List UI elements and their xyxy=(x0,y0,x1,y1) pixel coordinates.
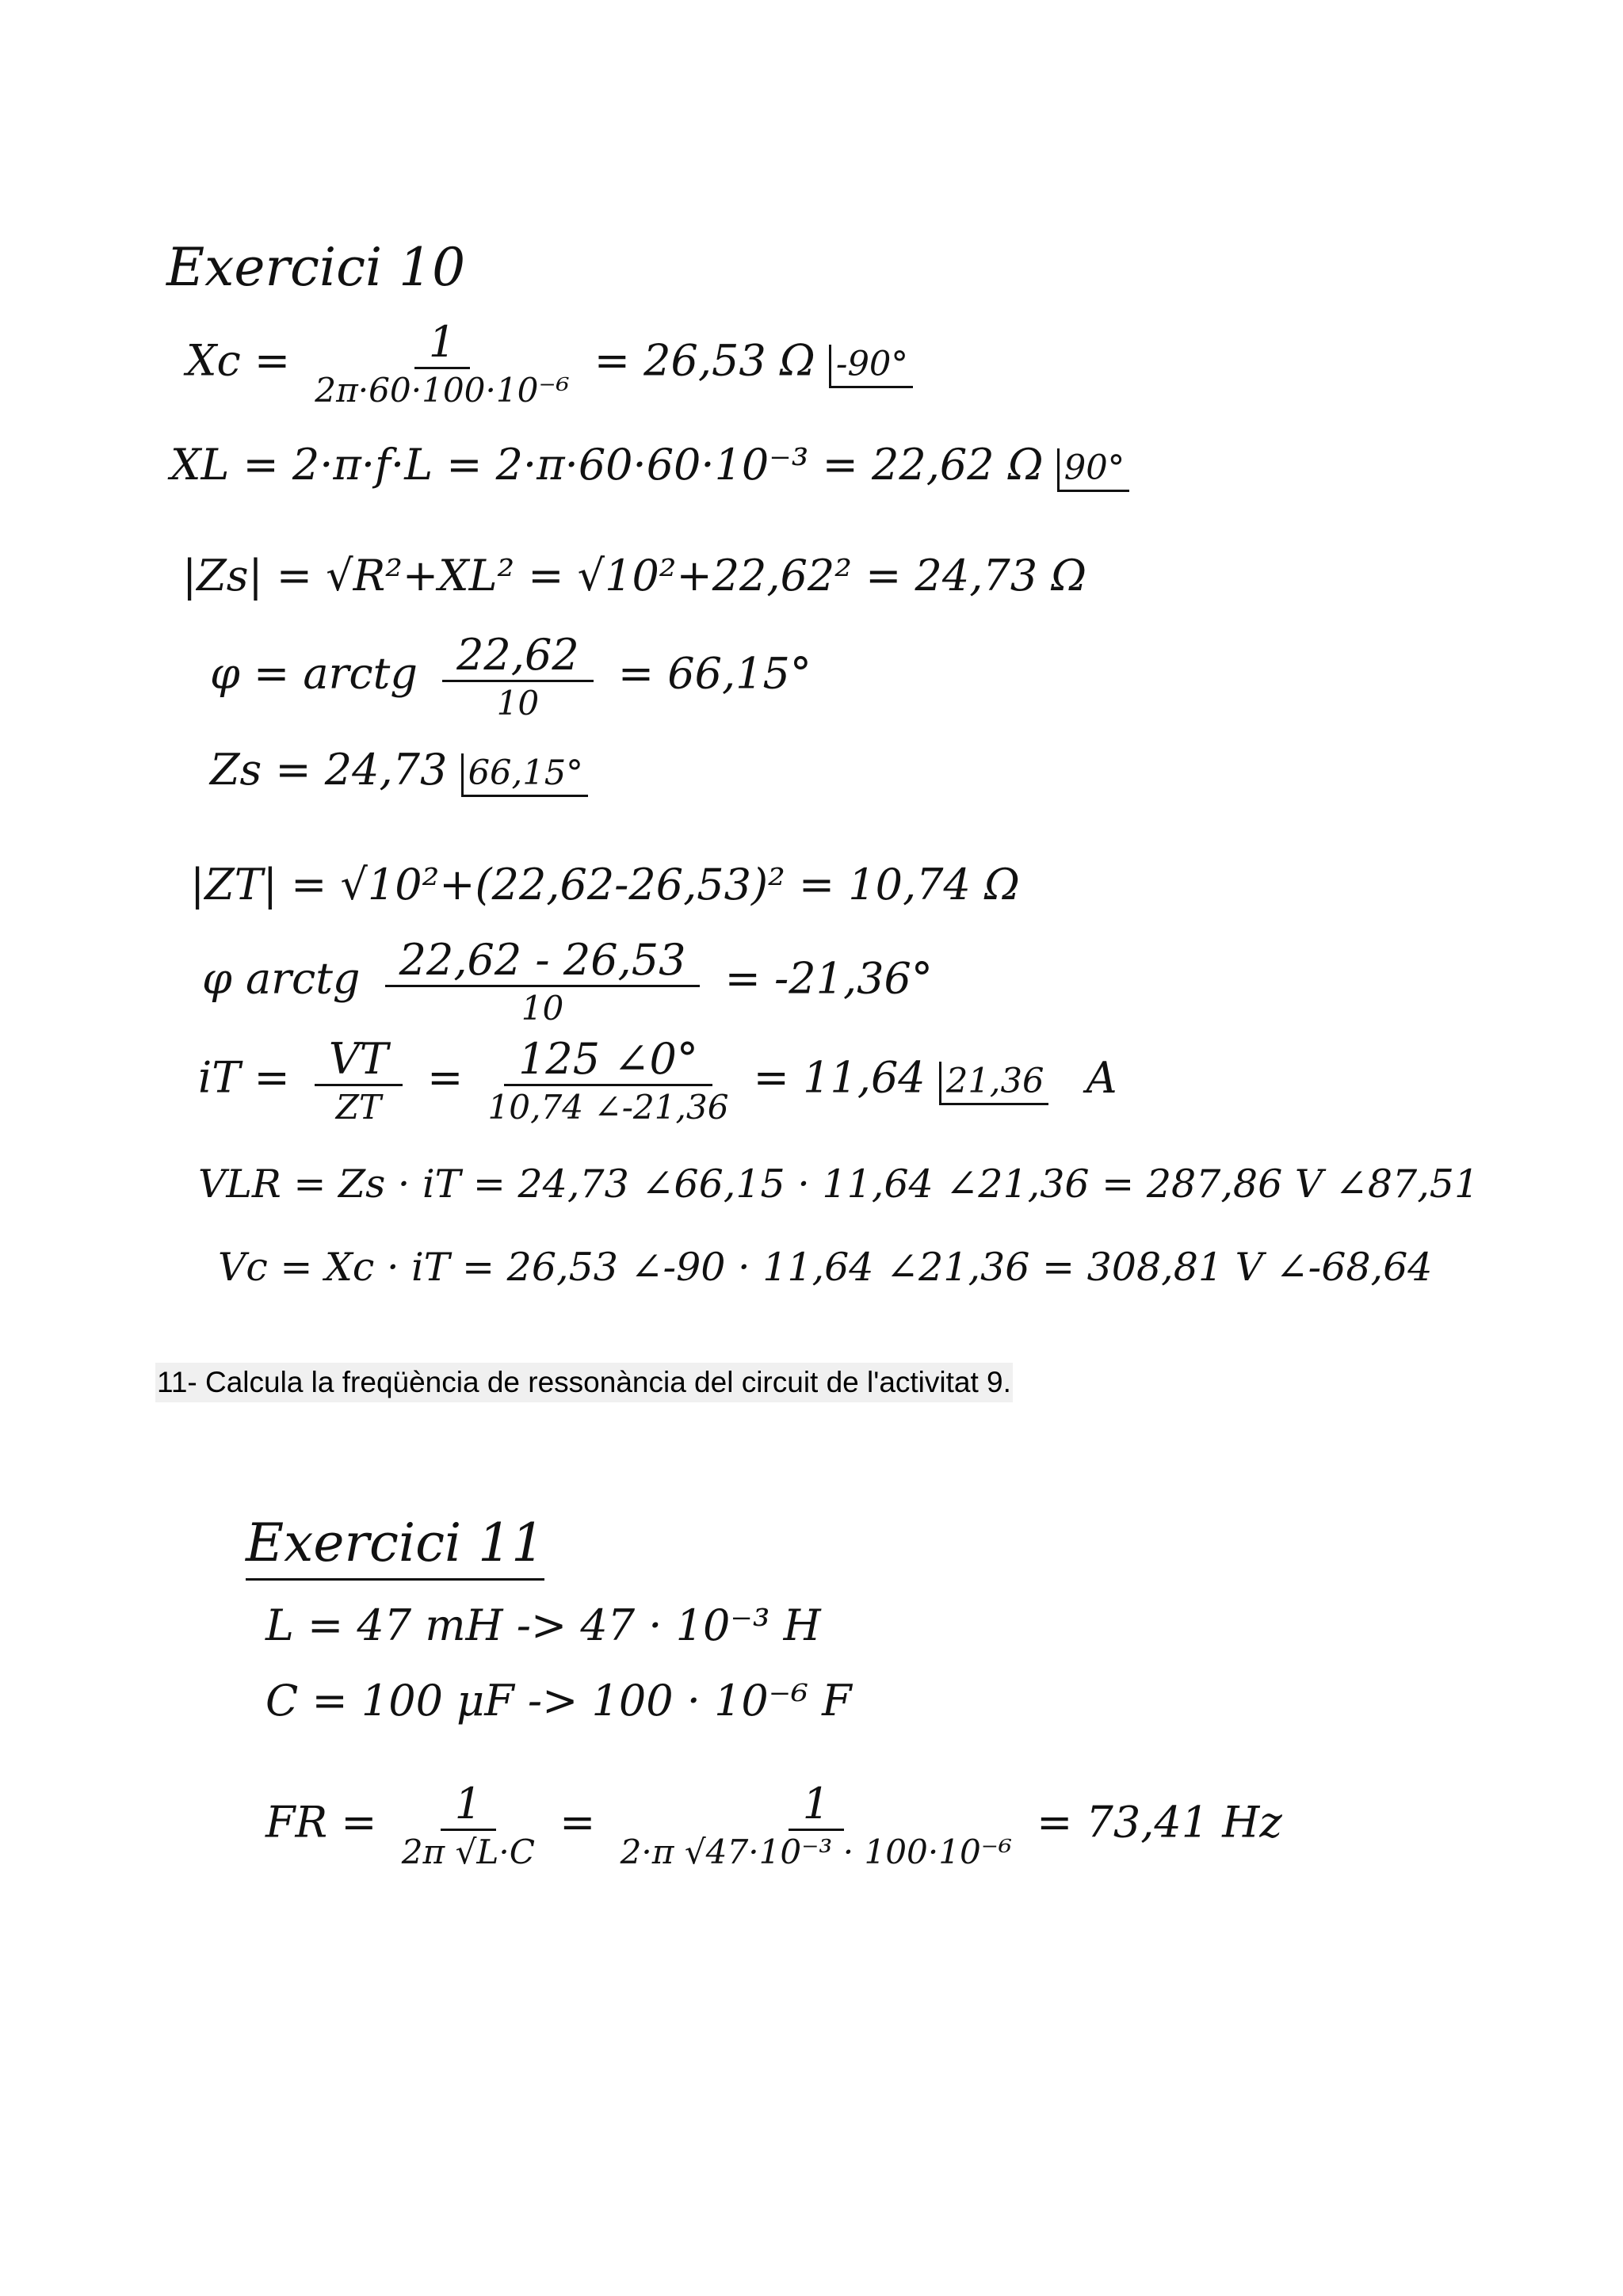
phi-equation xyxy=(210,630,812,723)
it-lhs: iT = xyxy=(198,1052,290,1103)
fr-denominator-value: 2·π √47·10⁻³ · 100·10⁻⁶ xyxy=(620,1833,1012,1871)
fr-rhs: = 73,41 Hz xyxy=(1037,1797,1282,1848)
fr-numerator-value: 1 xyxy=(789,1783,844,1831)
phi-denominator: 10 xyxy=(496,684,540,723)
phi-rhs: = 66,15° xyxy=(617,648,812,699)
xc-rhs: = 26,53 Ω xyxy=(594,335,815,386)
fr-fraction xyxy=(401,1779,535,1871)
phi2-fraction xyxy=(385,935,701,1028)
it-equation xyxy=(198,1034,1117,1127)
vc-equation: Vc = Xc · iT = 26,53 ∠-90 · 11,64 ∠21,36 = 308,81 V ∠-68,64 xyxy=(218,1245,1433,1290)
fr-fraction-values xyxy=(620,1779,1012,1871)
phi-lhs: φ = arctg xyxy=(210,648,418,699)
zs-modulus-equation: |Zs| = √R²+XL² = √10²+22,62² = 24,73 Ω xyxy=(182,551,1087,601)
phi-numerator: 22,62 xyxy=(442,634,594,682)
phi2-lhs: φ arctg xyxy=(202,953,361,1004)
it-denominator: ZT xyxy=(335,1088,382,1127)
xl-line: XL = 2·π·f·L = 2·π·60·60·10⁻³ = 22,62 Ω xyxy=(170,440,1044,490)
it-fraction xyxy=(315,1034,403,1127)
xc-lhs: Xc = xyxy=(186,335,291,386)
phi2-numerator: 22,62 - 26,53 xyxy=(385,939,701,987)
xl-angle: 90° xyxy=(1057,448,1130,492)
zs-polar-equation xyxy=(210,745,588,795)
exercise-10-title: Exercici 10 xyxy=(166,237,466,298)
it-equals: = xyxy=(427,1052,464,1103)
xc-numerator: 1 xyxy=(414,321,470,369)
exercise-11-title-text: Exercici 11 xyxy=(246,1512,544,1581)
fr-lhs: FR = xyxy=(265,1797,377,1848)
zs-angle: 66,15° xyxy=(461,753,588,797)
exercise-11-title xyxy=(246,1512,545,1573)
it-rhs: = 11,64 xyxy=(753,1052,926,1103)
xc-equation xyxy=(186,317,913,410)
vlr-equation: VLR = Zs · iT = 24,73 ∠66,15 · 11,64 ∠21,36 = 287,86 V ∠87,51 xyxy=(198,1161,1480,1207)
fr-equation xyxy=(265,1779,1282,1871)
xc-fraction xyxy=(315,317,570,410)
it-numerator: VT xyxy=(315,1038,403,1086)
xl-equation xyxy=(170,440,1129,490)
phi2-rhs: = -21,36° xyxy=(724,953,933,1004)
l-equation: L = 47 mH -> 47 · 10⁻³ H xyxy=(265,1600,821,1650)
it-angle: 21,36 xyxy=(939,1062,1049,1105)
zt-modulus-equation: |ZT| = √10²+(22,62-26,53)² = 10,74 Ω xyxy=(190,860,1020,910)
fr-numerator: 1 xyxy=(441,1783,496,1831)
it-fraction-values xyxy=(487,1034,729,1127)
phi2-equation xyxy=(202,935,933,1028)
it-unit: A xyxy=(1086,1052,1117,1103)
it-denominator-value: 10,74 ∠-21,36 xyxy=(487,1088,729,1127)
question-11: 11- Calcula la freqüència de ressonància del circuit de l'activitat 9. xyxy=(155,1363,1013,1402)
phi2-denominator: 10 xyxy=(521,989,564,1028)
c-equation: C = 100 μF -> 100 · 10⁻⁶ F xyxy=(265,1676,852,1726)
fr-denominator: 2π √L·C xyxy=(401,1833,535,1871)
phi-fraction xyxy=(442,630,594,723)
xc-angle: -90° xyxy=(829,345,913,388)
it-numerator-value: 125 ∠0° xyxy=(504,1038,712,1086)
zs-line: Zs = 24,73 xyxy=(210,745,448,795)
fr-equals: = xyxy=(559,1797,596,1848)
xc-denominator: 2π·60·100·10⁻⁶ xyxy=(315,371,570,410)
